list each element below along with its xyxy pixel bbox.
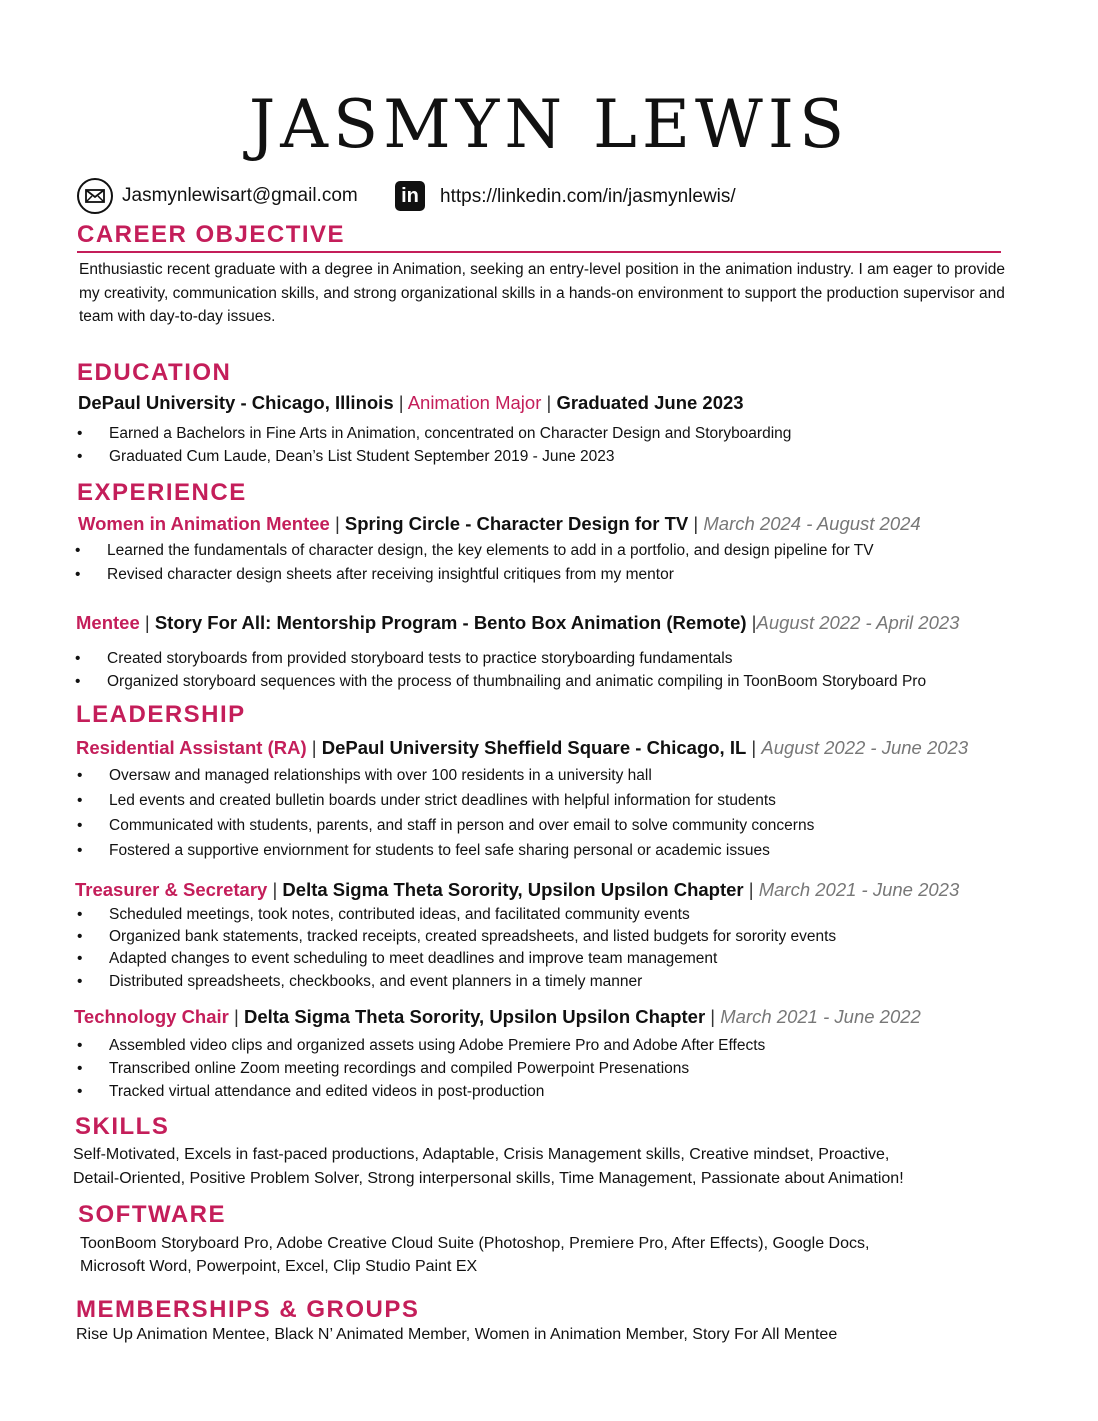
skills-line: Detail-Oriented, Positive Problem Solver, Strong interpersonal skills, Time Management, Passionate about Animation! — [73, 1170, 904, 1187]
leadership-heading: LEADERSHIP — [76, 701, 246, 728]
skills-line: Self-Motivated, Excels in fast-paced productions, Adaptable, Crisis Management skills, Creative mindset, Proactive, — [73, 1146, 890, 1163]
memberships-text: Rise Up Animation Mentee, Black N’ Animated Member, Women in Animation Member, Story For All Mentee — [76, 1326, 838, 1343]
software-line: Microsoft Word, Powerpoint, Excel, Clip Studio Paint EX — [80, 1258, 478, 1275]
role-title-line: Residential Assistant (RA) | DePaul University Sheffield Square - Chicago, IL | August 2022 - June 2023 — [76, 737, 969, 758]
separator: | — [393, 392, 408, 413]
candidate-name: JASMYN LEWIS — [248, 86, 850, 163]
linkedin-link[interactable]: https://linkedin.com/in/jasmynlewis/ — [440, 186, 736, 207]
role-dates: August 2022 - June 2023 — [761, 737, 969, 758]
education-heading: EDUCATION — [77, 359, 232, 386]
role-org: Delta Sigma Theta Sorority, Upsilon Upsilon Chapter — [282, 879, 744, 900]
role-name: Treasurer & Secretary — [75, 879, 268, 900]
graduation-date: Graduated June 2023 — [556, 392, 744, 413]
memberships-heading: MEMBERSHIPS & GROUPS — [76, 1296, 420, 1323]
resume-page: JASMYN LEWIS Jasmynlewisart@gmail.com in https://linkedin.com/in/jasmynlewis/ CAREER OBJECTIVE Enthusiastic recent graduate with a degree in Animation, seeking an entry-level position in the animation industry. I am eager to provide my creativity, communication skills, and strong organizational skills in a hands-on environment to support the production supervisor and team with day-to-day issues. EDUCATION DePaul University - Chicago, Illinois | Animation Major | Graduated June 2023 • Earned a Bachelors in Fine Arts in Animation, concentrated on Character Design and Storyboarding • Graduated Cum Laude, Dean’s List Student September 2019 - June 2023 EXPERIENCE Women in Animation Mentee | Spring Circle - Character Design for TV | March 2024 - August 2024 • Learned the fundamentals of character design, the key elements to add in a portfolio, and design pipeline for TV • Revised character design sheets after receiving insightful critiques from my mentor Mentee | Story For All: Mentorship Program - Bento Box Animation (Remote) |August 2022 - April 2023 • Created storyboards from provided storyboard tests to practice storyboarding fundamentals • Organized storyboard sequences with the process of thumbnailing and animatic compiling in ToonBoom Storyboard Pro LEADERSHIP Residential Assistant (RA) | DePaul University Sheffield Square - Chicago, IL | August 2022 - June 2023 • Oversaw and managed relationships with over 100 residents in a university hall • Led events and created bulletin boards under strict deadlines with helpful information for students • Communicated with students, parents, and staff in person and over email to solve community concerns • Fostered a supportive enviornment for students to feel safe sharing personal or academic issues Treasurer & Secretary | Delta Sigma Theta Sorority, Upsilon Upsilon Chapter | March 2021 - June 2023 • Scheduled meetings, took notes, contributed ideas, and facilitated community events • Organized bank statements, tracked receipts, created spreadsheets, and listed budgets for sorority events • Adapted changes to event scheduling to meet deadlines and improve team management • Distributed spreadsheets, checkbooks, and event planners in a timely manner Technology Chair | Delta Sigma Theta Sorority, Upsilon Upsilon Chapter | March 2021 - June 2022 • Assembled video clips and organized assets using Adobe Premiere Pro and Adobe After Effects • Transcribed online Zoom meeting recordings and compiled Powerpoint Presenations • Tracked virtual attendance and edited videos in post-production SKILLS Self-Motivated, Excels in fast-paced productions, Adaptable, Crisis Management skills, Creative mindset, Proactive, Detail-Oriented, Positive Problem Solver, Strong interpersonal skills, Time Management, Passionate about Animation! SOFTWARE ToonBoom Storyboard Pro, Adobe Creative Cloud Suite (Photoshop, Premiere Pro, After Effects), Google Docs, Microsoft Word, Powerpoint, Excel, Clip Studio Paint EX MEMBERSHIPS & GROUPS Rise Up Animation Mentee, Black N’ Animated Member, Women in Animation Member, Story For All Mentee — [0, 0, 1098, 1421]
linkedin-icon: in — [395, 181, 425, 211]
job-dates: March 2024 - August 2024 — [703, 513, 921, 534]
role-org: Delta Sigma Theta Sorority, Upsilon Upsilon Chapter — [243, 1006, 706, 1027]
job-role: Women in Animation Mentee — [78, 513, 330, 534]
job-title-line: Mentee | Story For All: Mentorship Program - Bento Box Animation (Remote) |August 2022 - April 2023 — [76, 612, 960, 633]
role-title-line: Treasurer & Secretary | Delta Sigma Theta Sorority, Upsilon Upsilon Chapter | March 2021 - June 2023 — [75, 879, 960, 900]
heading-divider — [77, 251, 1001, 253]
role-dates: March 2021 - June 2023 — [758, 879, 960, 900]
career-objective-text: Enthusiastic recent graduate with a degree in Animation, seeking an entry-level position in the animation industry. I am eager to provide my creativity, communication skills, and strong organizational skills in a hands-on environment to support the production supervisor and team with day-to-day issues. — [79, 261, 1005, 325]
role-org: DePaul University Sheffield Square - Chicago, IL — [321, 737, 747, 758]
software-heading: SOFTWARE — [78, 1201, 226, 1228]
separator: | — [541, 392, 557, 413]
school-name: DePaul University - Chicago, Illinois — [78, 392, 394, 413]
job-dates: August 2022 - April 2023 — [756, 612, 960, 633]
role-name: Residential Assistant (RA) — [76, 737, 307, 758]
job-org: Story For All: Mentorship Program - Bento Box Animation (Remote) — [154, 612, 747, 633]
major: Animation Major — [407, 392, 542, 413]
software-line: ToonBoom Storyboard Pro, Adobe Creative Cloud Suite (Photoshop, Premiere Pro, After Effects), Google Docs, — [80, 1235, 870, 1252]
email-link[interactable]: Jasmynlewisart@gmail.com — [122, 185, 358, 206]
career-objective-heading: CAREER OBJECTIVE — [77, 221, 346, 248]
education-line — [78, 391, 744, 415]
role-dates: March 2021 - June 2022 — [720, 1006, 921, 1027]
job-role: Mentee — [76, 612, 140, 633]
role-title-line: Technology Chair | Delta Sigma Theta Sorority, Upsilon Upsilon Chapter | March 2021 - June 2022 — [74, 1006, 921, 1027]
job-org: Spring Circle - Character Design for TV — [344, 513, 689, 534]
role-name: Technology Chair — [74, 1006, 229, 1027]
job-title-line: Women in Animation Mentee | Spring Circle - Character Design for TV | March 2024 - August 2024 — [78, 513, 921, 534]
envelope-icon — [77, 178, 113, 214]
experience-heading: EXPERIENCE — [77, 479, 247, 506]
skills-heading: SKILLS — [75, 1113, 170, 1140]
